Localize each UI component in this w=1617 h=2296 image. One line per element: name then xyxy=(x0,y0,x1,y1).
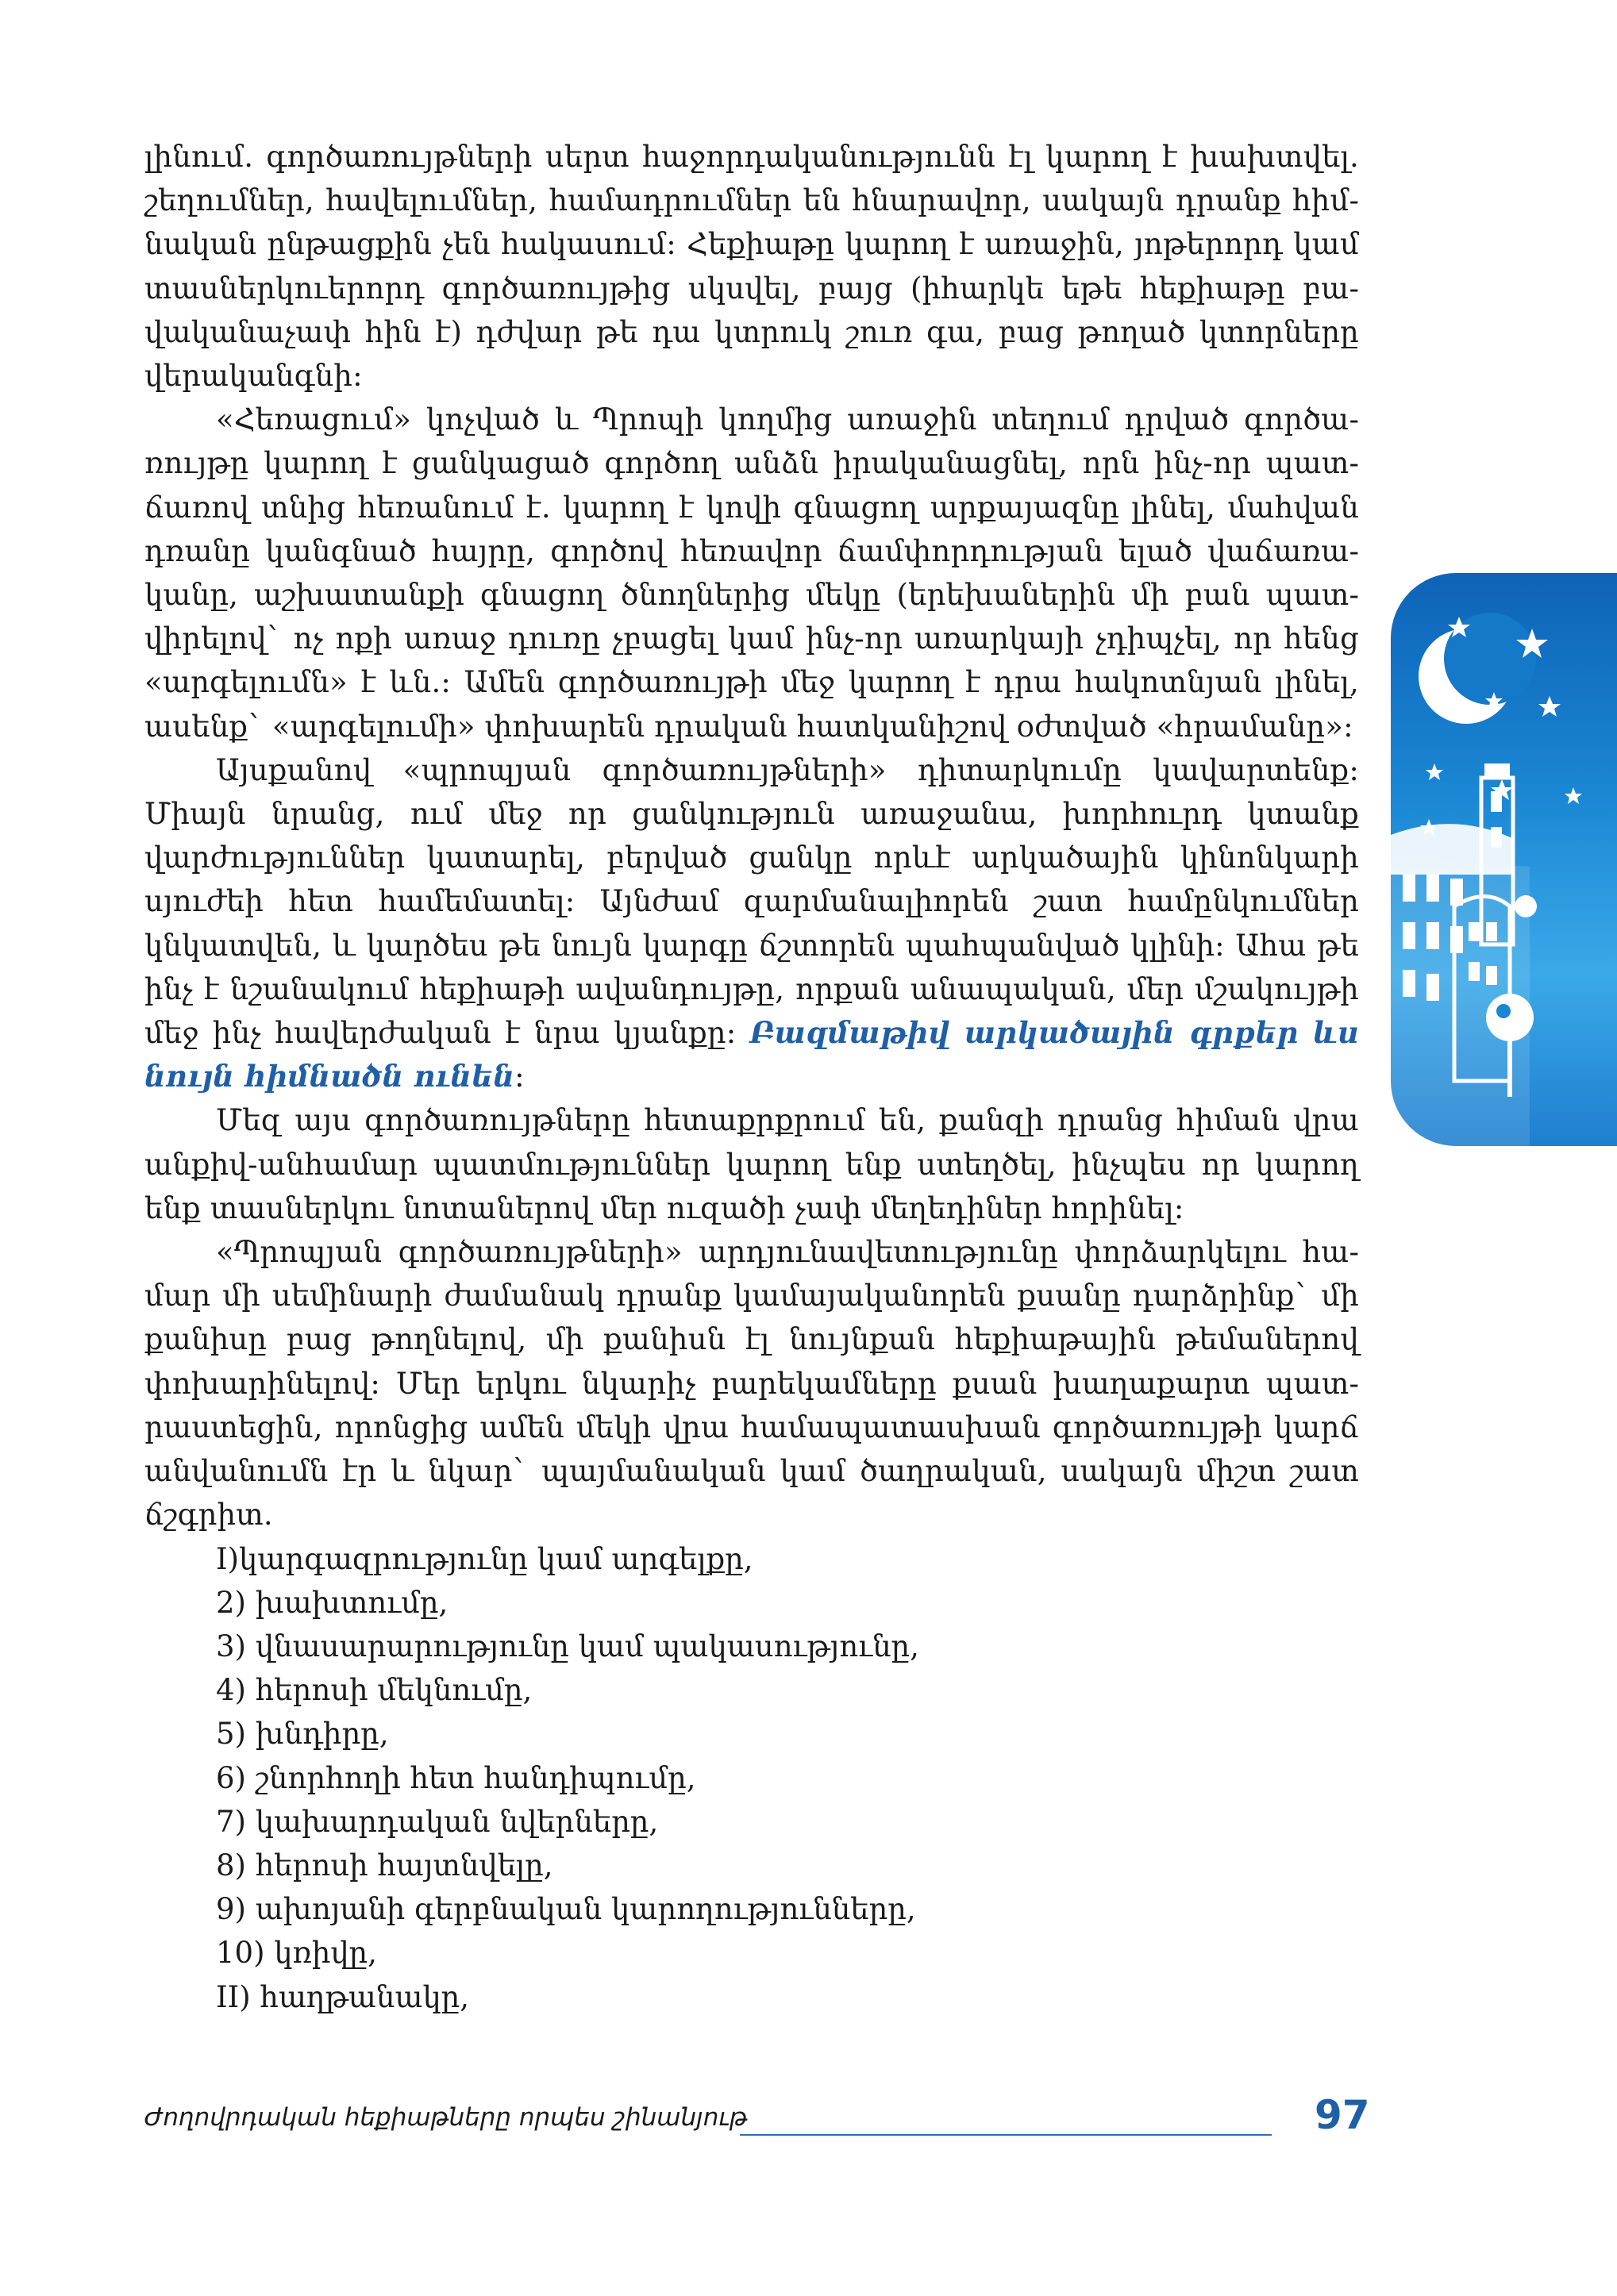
list-item: 2) խախտումը, xyxy=(216,1585,449,1620)
footer-divider xyxy=(740,2134,1272,2136)
list-item: 7) կախարդական նվերները, xyxy=(216,1804,659,1839)
night-illustration xyxy=(1391,573,1617,1146)
highlighted-phrase: Բազմաթիվ արկածային գրքեր ևս նույն հիմնածն ունեն xyxy=(144,1015,1359,1094)
paragraph: «Պրոպյան գործառույթների» արդյունավետությունը փորձարկելու համար մի սեմինարի ժամանակ դրանք կամայականորեն քսանը դարձրինք` մի քանիսը բաց թողնելով, մի քանիսն էլ նույնքան հեքիաթային թեմաներով փոխարինելով: Մեր երկու նկարիչ բարեկամները քսան խաղաքարտ պատրաստեցին, որոնցից ամեն մեկի վրա համապատասխան գործառույթի կարճ անվանումն էր և նկար` պայմանական կամ ծաղրական, սակայն միշտ շատ ճշգրիտ. xyxy=(144,1235,1359,1533)
paragraph: Մեզ այս գործառույթները հետաքրքրում են, քանզի դրանց հիման վրա անքիվ-անհամար պատմություններ կարող ենք ստեղծել, ինչպես որ կարող ենք տասներկու նոտաներով մեր ուզածի չափ մեղեդիներ հորինել: xyxy=(144,1103,1359,1225)
list-item: 4) հերոսի մեկնումը, xyxy=(216,1673,533,1708)
list-item: 6) շնորհողի հետ հանդիպումը, xyxy=(216,1760,696,1795)
paragraph-text: Այսքանով «պրոպյան գործառույթների» դիտարկումը կավարտենք: Միայն նրանց, ում մեջ որ ցանկություն առաջանա, խորհուրդ կտանք վարժություններ կատարել, բերված ցանկը որևէ արկածային կինոնկարի սյուժեի հետ համեմատել: Այնժամ զարմանալիորեն շատ համընկումներ կնկատվեն, և կարծես թե նույն կարգը ճշտորեն պահպանված կլինի: Ահա թե ինչ է նշանակում հեքիաթի ավանդույթը, որքան անապական, մեր մշակույթի մեջ ինչ հավերժական է նրա կյանքը: xyxy=(144,752,1359,1051)
paragraph: լինում. գործառույթների սերտ հաջորդականությունն էլ կարող է խախտվել. շեղումներ, հավելումներ, համադրումներ են հնարավոր, սակայն դրանք հիմնական ընթացքին չեն հակասում: Հեքիաթը կարող է առաջին, յոթերորդ կամ տասներկուերորդ գործառույթից սկսվել, բայց (իհարկե եթե հեքիաթը բավականաչափ հին է) դժվար թե դա կտրուկ շուռ գա, բաց թողած կտորները վերականգնի: xyxy=(144,140,1359,394)
star-icon xyxy=(1565,787,1582,804)
list-item: II) հաղթանակը, xyxy=(216,1979,470,2014)
paragraph-with-highlight xyxy=(144,748,1359,1099)
crescent-moon-icon xyxy=(1419,613,1536,724)
page-number: 97 xyxy=(1315,2092,1370,2138)
list-item: 10) կռիվը, xyxy=(216,1936,377,1971)
paragraph: «Հեռացում» կոչված և Պրոպի կողմից առաջին տեղում դրված գործառույթը կարող է ցանկացած գործող անձն իրականացնել, որն ինչ-որ պատճառով տնից հեռանում է. կարող է կովի գնացող արքայազնը լինել, մահվան դռանը կանգնած հայրը, գործով հեռավոր ճամփորդության ելած վաճառականը, աշխատանքի գնացող ծնողներից մեկը (երեխաներին մի բան պատվիրելով` ոչ ոքի առաջ դուռը չբացել կամ ինչ-որ առարկայի չդիպչել, որ հենց «արգելումն» է ևն.: Ամեն գործառույթի մեջ կարող է դրա հակոտնյան լինել, ասենք` «արգելումի» փոխարեն դրական հատկանիշով օժտված «հրամանը»: xyxy=(144,402,1359,744)
body-text xyxy=(144,135,1359,2019)
footer-book-title: Ժողովրդական հեքիաթները որպես շինանյութ xyxy=(144,2103,748,2132)
list-item: 9) ախոյանի գերբնական կարողությունները, xyxy=(216,1892,916,1927)
tower-icon xyxy=(1391,763,1537,1146)
list-item: I)կարգազրությունը կամ արգելքը, xyxy=(216,1541,753,1576)
star-icon xyxy=(1426,763,1443,780)
highlight-punctuation: : xyxy=(514,1060,525,1094)
list-item: 3) վնասարարությունը կամ պակասությունը, xyxy=(216,1629,919,1663)
decorative-side-tab xyxy=(1391,573,1617,1146)
function-list xyxy=(144,1537,1359,2019)
list-item: 5) խնդիրը, xyxy=(216,1717,389,1752)
star-icon xyxy=(1538,696,1561,717)
list-item: 8) հերոսի հայտնվելը, xyxy=(216,1848,553,1883)
